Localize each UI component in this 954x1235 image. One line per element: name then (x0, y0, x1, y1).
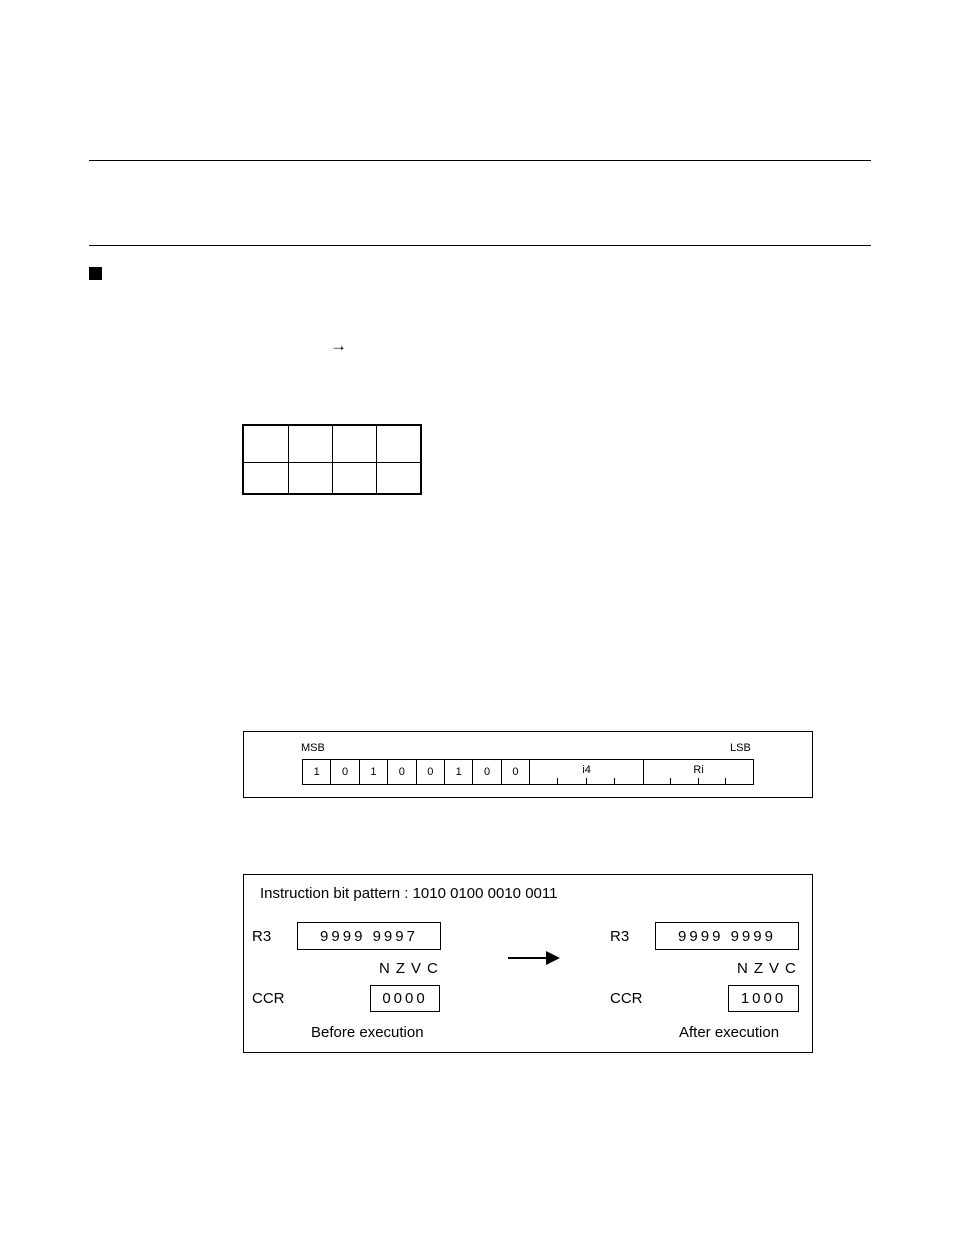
field-ri (644, 760, 753, 784)
flag-table-value-row (243, 463, 421, 495)
after-flags-header: NZVC (737, 960, 802, 977)
bit-cell: 0 (388, 760, 416, 784)
flag-table-header-row (243, 425, 421, 463)
flag-cell (377, 463, 422, 495)
after-caption: After execution (679, 1024, 780, 1041)
instruction-format-box (243, 731, 813, 798)
bit-cell: 0 (331, 760, 359, 784)
flag-cell (289, 425, 333, 463)
after-ccr-label: CCR (610, 990, 643, 1007)
bit-cell: 1 (303, 760, 331, 784)
header-top-rule (89, 160, 871, 161)
field-tick (557, 778, 558, 784)
flag-cell (333, 463, 377, 495)
bit-cell: 0 (502, 760, 530, 784)
field-tick (670, 778, 671, 784)
before-flags-header: NZVC (379, 960, 444, 977)
flag-cell (333, 425, 377, 463)
bit-cell: 1 (360, 760, 388, 784)
flag-cell (289, 463, 333, 495)
field-tick (614, 778, 615, 784)
lsb-label: LSB (730, 742, 751, 754)
before-r3-value: 9999 9997 (297, 922, 441, 950)
right-arrow-icon (508, 950, 562, 966)
bit-pattern-label: Instruction bit pattern : 1010 0100 0010 0011 (260, 885, 558, 902)
field-tick (586, 778, 587, 784)
msb-label: MSB (301, 742, 325, 754)
after-r3-label: R3 (610, 928, 630, 945)
field-i4 (530, 760, 644, 784)
field-ri-label: Ri (693, 764, 704, 776)
operation-arrow: → (330, 336, 347, 355)
field-i4-label: i4 (582, 764, 591, 776)
after-r3-value: 9999 9999 (655, 922, 799, 950)
before-r3-label: R3 (252, 928, 272, 945)
flag-cell (377, 425, 422, 463)
bit-cell: 0 (473, 760, 501, 784)
before-caption: Before execution (311, 1024, 424, 1041)
ccr-flag-table (242, 424, 422, 495)
bit-cell: 0 (417, 760, 445, 784)
before-ccr-value: 0000 (370, 985, 440, 1012)
execution-example-box (243, 874, 813, 1053)
instruction-bit-row (302, 759, 754, 785)
after-ccr-value: 1000 (728, 985, 799, 1012)
flag-cell (243, 463, 289, 495)
before-ccr-label: CCR (252, 990, 285, 1007)
field-tick (698, 778, 699, 784)
flag-cell (243, 425, 289, 463)
header-bottom-rule (89, 245, 871, 246)
bit-cell: 1 (445, 760, 473, 784)
section-bullet-icon (89, 267, 102, 280)
field-tick (725, 778, 726, 784)
